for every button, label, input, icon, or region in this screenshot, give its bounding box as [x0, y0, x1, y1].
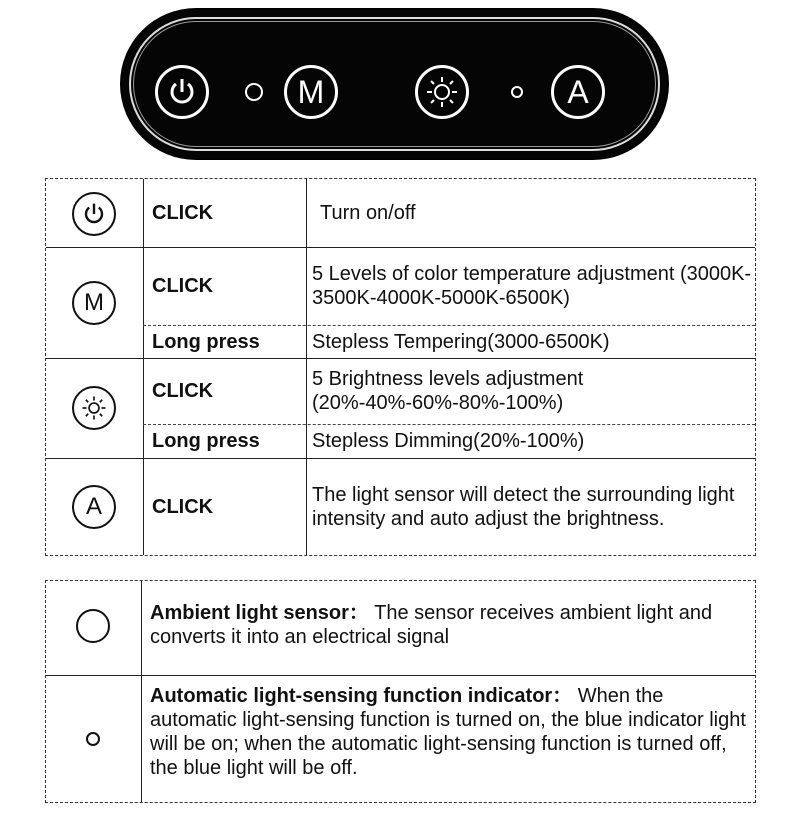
action: CLICK — [152, 275, 214, 297]
mode-label: M — [297, 73, 325, 110]
function-table — [45, 178, 756, 556]
power-icon — [72, 192, 116, 236]
action: CLICK — [152, 495, 214, 518]
control-panel — [122, 10, 667, 158]
action: Long press — [152, 430, 260, 452]
action: Long press — [152, 330, 260, 353]
indicator-light — [511, 86, 523, 98]
ambient-sensor-desc: Ambient light sensor： The sensor receives ambient light and converts it into an electrical signal — [150, 602, 713, 648]
description: Stepless Tempering(3000-6500K) — [312, 330, 610, 353]
description: The light sensor will detect the surrounding light intensity and auto adjust the brightness. — [312, 483, 735, 530]
auto-icon: A — [72, 485, 116, 529]
power-button[interactable] — [155, 65, 209, 119]
action: CLICK — [152, 380, 214, 402]
sun-icon — [425, 75, 459, 109]
auto-label: A — [567, 73, 589, 110]
auto-button[interactable] — [551, 65, 605, 119]
ambient-sensor-icon — [76, 609, 110, 643]
indicator-light-icon — [86, 732, 100, 746]
sun-icon — [72, 386, 116, 430]
indicator-desc: Automatic light-sensing function indicator： When the automatic light-sensing function is turned on, the blue indicator light will be on; when the automatic light-sensing function is turned off, the blue light will be off. — [150, 685, 746, 779]
ambient-sensor — [245, 83, 263, 101]
mode-icon: M — [72, 281, 116, 325]
description: Stepless Dimming(20%-100%) — [312, 430, 585, 452]
power-icon — [167, 77, 197, 107]
indicator-table — [45, 580, 756, 803]
description: 5 Brightness levels adjustment (20%-40%-60%-80%-100%) — [312, 368, 584, 414]
action: CLICK — [152, 202, 214, 224]
brightness-button[interactable] — [415, 65, 469, 119]
mode-button[interactable] — [284, 65, 338, 119]
description: Turn on/off — [320, 202, 416, 224]
description: 5 Levels of color temperature adjustment (3000K-3500K-4000K-5000K-6500K) — [312, 263, 752, 309]
